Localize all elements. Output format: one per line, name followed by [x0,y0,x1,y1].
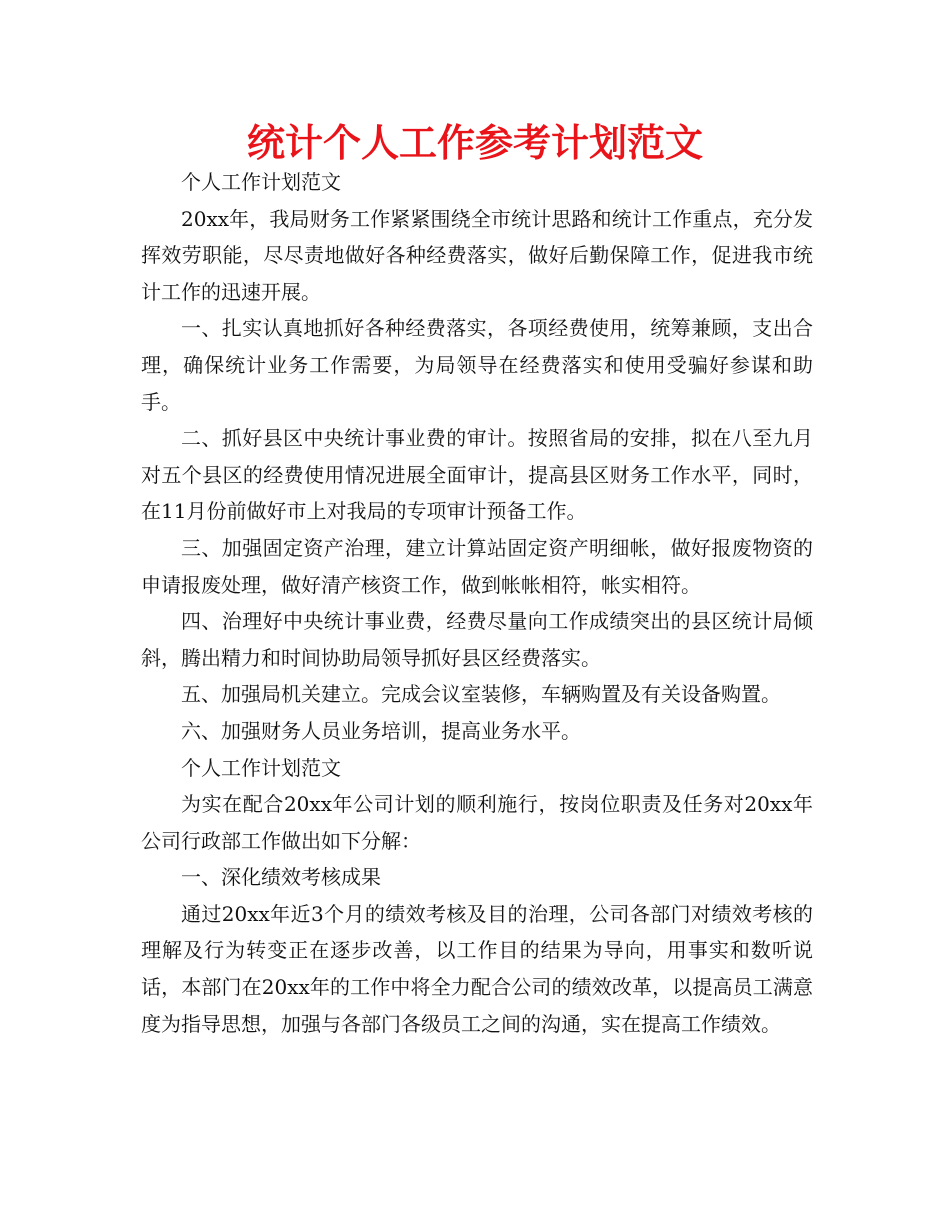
document-title: 统计个人工作参考计划范文 [246,121,703,165]
paragraph: 五、加强局机关建立。完成会议室装修，车辆购置及有关设备购置。 [181,682,781,707]
paragraph: 个人工作计划范文 [181,755,341,780]
paragraph: 20xx年，我局财务工作紧紧围绕全市统计思路和统计工作重点，充分发挥效劳职能，尽尽责地做好各种经费落实，做好后勤保障工作，促进我市统计工作的迅速开展。 [141,206,813,304]
paragraph: 六、加强财务人员业务培训，提高业务水平。 [181,718,581,743]
paragraph: 二、抓好县区中央统计事业费的审计。按照省局的安排，拟在八至九月对五个县区的经费使用情况进展全面审计，提高县区财务工作水平，同时，在11月份前做好市上对我局的专项审计预备工作。 [141,426,813,524]
paragraph: 一、扎实认真地抓好各种经费落实，各项经费使用，统筹兼顾，支出合理，确保统计业务工作需要，为局领导在经费落实和使用受骗好参谋和助手。 [141,316,813,414]
paragraph: 个人工作计划范文 [181,170,341,194]
paragraph: 通过20xx年近3个月的绩效考核及目的治理，公司各部门对绩效考核的理解及行为转变正在逐步改善，以工作目的结果为导向，用事实和数听说话，本部门在20xx年的工作中将全力配合公司的绩效改革，以提高员工满意度为指导思想，加强与各部门各级员工之间的沟通，实在提高工作绩效。 [141,901,813,1036]
document-body [141,164,813,1042]
paragraph: 三、加强固定资产治理，建立计算站固定资产明细帐，做好报废物资的申请报废处理，做好清产核资工作，做到帐帐相符，帐实相符。 [141,535,813,597]
paragraph: 为实在配合20xx年公司计划的顺利施行，按岗位职责及任务对20xx年公司行政部工作做出如下分解： [141,792,813,853]
paragraph: 四、治理好中央统计事业费，经费尽量向工作成绩突出的县区统计局倾斜，腾出精力和时间协助局领导抓好县区经费落实。 [141,609,813,670]
paragraph: 一、深化绩效考核成果 [181,865,381,890]
